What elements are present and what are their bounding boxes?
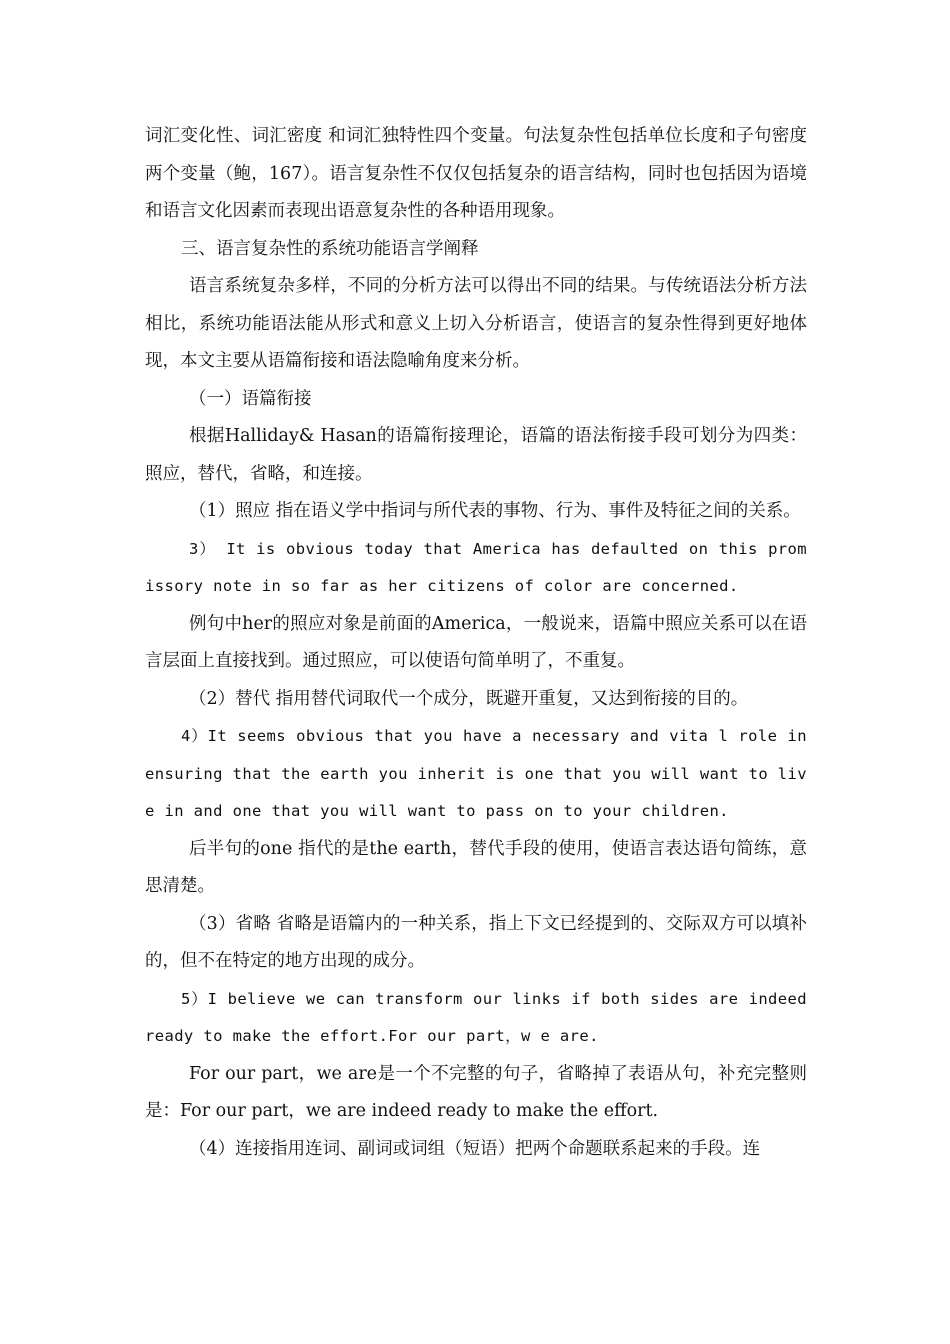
example-sentence-3: 3） It is obvious today that America has defaulted on this promissory note in so far as her citizens of color are concerned.: [145, 539, 807, 595]
paragraph-reference: （1）照应 指在语义学中指词与所代表的事物、行为、事件及特征之间的关系。: [189, 501, 801, 521]
paragraph-conjunction: （4）连接指用连词、副词或词组（短语）把两个命题联系起来的手段。连: [189, 1138, 761, 1159]
paragraph-complexity-variables: 词汇变化性、词汇密度 和词汇独特性四个变量。句法复杂性包括单位长度和子句密度两个变量（鲍，167）。语言复杂性不仅仅包括复杂的语言结构，同时也包括因为语境和语言文化因素而表现出语意复杂性的各种语用现象。: [145, 126, 807, 221]
paragraph-substitution: （2）替代 指用替代词取代一个成分，既避开重复，又达到衔接的目的。: [189, 688, 749, 709]
example-sentence-5: 5）I believe we can transform our links if both sides are indeed ready to make the effort.For our part，w e are.: [145, 989, 807, 1045]
section-heading-3: 三、语言复杂性的系统功能语言学阐释: [181, 238, 479, 259]
example-sentence-4: 4）It seems obvious that you have a necessary and vita l role in ensuring that the earth you inherit is one that you will want to live in and one that you will want to pass on to your children.: [145, 727, 807, 820]
paragraph-substitution-explanation: 后半句的one 指代的是the earth，替代手段的使用，使语言表达语句简练，意思清楚。: [145, 838, 807, 896]
paragraph-cohesion-theory: 根据Halliday& Hasan的语篇衔接理论，语篇的语法衔接手段可划分为四类：照应，替代，省略，和连接。: [145, 426, 807, 484]
subsection-heading-cohesion: （一）语篇衔接: [189, 388, 312, 409]
paragraph-reference-explanation: 例句中her的照应对象是前面的America，一般说来，语篇中照应关系可以在语言层面上直接找到。通过照应，可以使语句简单明了，不重复。: [145, 613, 807, 671]
document-body: [145, 118, 807, 1168]
paragraph-ellipsis-explanation: For our part，we are是一个不完整的句子，省略掉了表语从句，补充完整则是：For our part，we are indeed ready to make the effort.: [145, 1063, 807, 1121]
paragraph-ellipsis: （3）省略 省略是语篇内的一种关系，指上下文已经提到的、交际双方可以填补的，但不在特定的地方出现的成分。: [145, 913, 807, 971]
paragraph-system-functional: 语言系统复杂多样，不同的分析方法可以得出不同的结果。与传统语法分析方法相比，系统功能语法能从形式和意义上切入分析语言，使语言的复杂性得到更好地体现，本文主要从语篇衔接和语法隐喻角度来分析。: [145, 276, 807, 371]
